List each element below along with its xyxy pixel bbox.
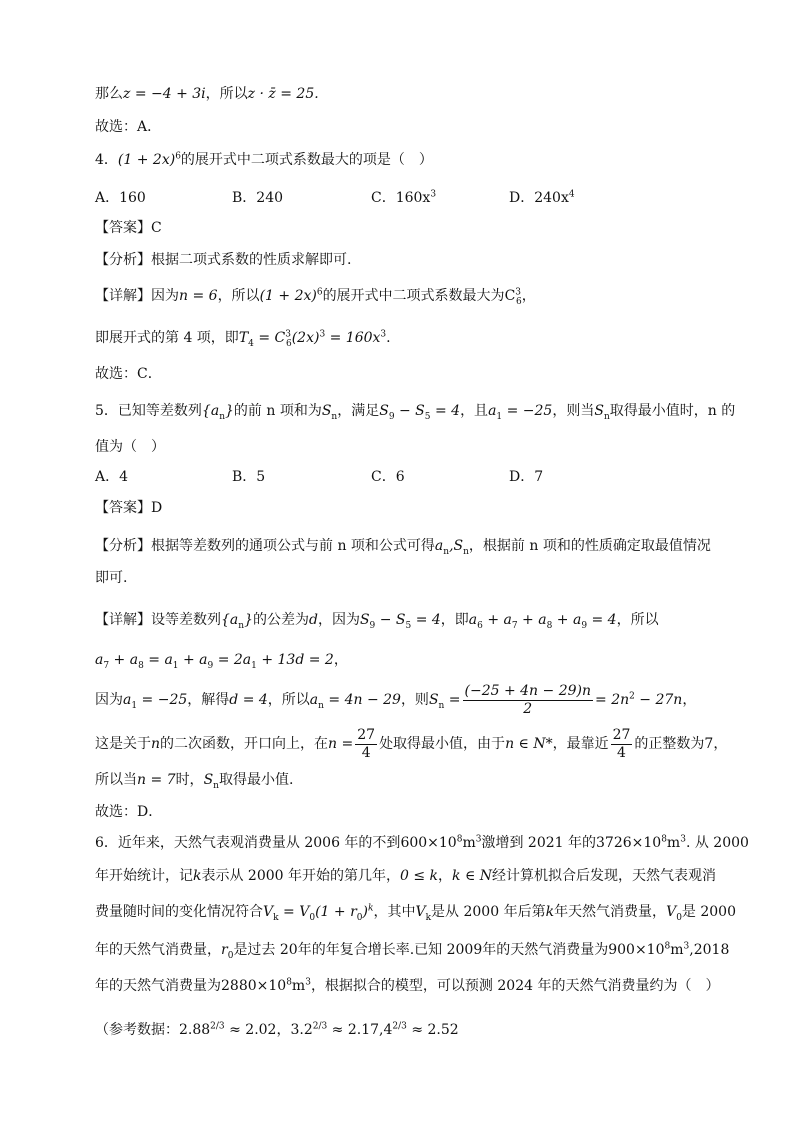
math: = a	[143, 652, 173, 668]
math: 5	[424, 411, 431, 422]
math: 2	[629, 691, 635, 702]
math: d	[308, 612, 318, 628]
math: 3	[430, 189, 437, 200]
fraction-numerator: 27	[612, 726, 631, 743]
math: (2x)	[291, 330, 320, 346]
math: = 4n − 29	[323, 692, 401, 708]
math: n	[318, 700, 324, 711]
math: k	[425, 912, 432, 923]
question-6-stem	[95, 866, 716, 886]
text: 是过去 20年的年复合增长率.已知 2009年的天然气消费量为	[233, 942, 609, 958]
detail-line	[95, 650, 348, 670]
math: n = 7	[137, 772, 176, 788]
math: = C	[253, 330, 286, 346]
math: 6	[477, 620, 483, 631]
text: 所以当	[95, 772, 137, 788]
text: ，且	[460, 403, 489, 419]
math: V	[415, 904, 426, 920]
text: ，	[682, 692, 697, 708]
answer-tag: 【答案】	[95, 500, 151, 516]
math: 8	[138, 660, 144, 671]
text: ，所以	[205, 86, 248, 102]
math: ≈ 2.52	[406, 1022, 459, 1038]
text: 年天然气消费量，	[554, 904, 667, 920]
option-c	[371, 188, 436, 208]
math: )	[362, 904, 368, 920]
fraction-denominator: 4	[617, 744, 626, 761]
text: 设等差数列	[151, 612, 221, 628]
text-line	[95, 84, 319, 104]
text: ，其中	[373, 904, 416, 920]
math: S	[359, 612, 370, 628]
math: S	[379, 403, 389, 419]
math: 0	[309, 912, 316, 923]
analysis-line	[95, 536, 711, 556]
math: V	[263, 904, 274, 920]
text: ，最靠近	[552, 736, 609, 752]
text: ，	[276, 1022, 291, 1038]
math: 0	[676, 912, 682, 923]
math: 8	[286, 977, 292, 988]
math: + a	[482, 612, 512, 628]
math: a	[123, 692, 132, 708]
text: ，则	[400, 692, 429, 708]
detail-line	[95, 770, 293, 790]
math: = 4	[587, 612, 617, 628]
math: k	[193, 868, 202, 884]
math: = 4	[411, 612, 441, 628]
math: S	[428, 692, 439, 708]
question-6-stem	[95, 976, 719, 996]
math: V	[666, 904, 677, 920]
math: 7	[103, 660, 110, 671]
math: 1	[172, 660, 179, 671]
math: ≈ 2.17,	[327, 1022, 384, 1038]
math: m	[462, 835, 476, 851]
math: n	[603, 411, 610, 422]
fraction	[463, 683, 594, 718]
math: − S	[394, 403, 425, 419]
answer-tag: 【答案】	[95, 220, 151, 236]
math: (1 + 2x)	[259, 288, 317, 304]
math: n	[213, 780, 219, 791]
text: 这是关于	[95, 736, 151, 752]
math: 4	[248, 338, 254, 349]
option-a: A．160	[95, 190, 146, 206]
analysis-line-cont: 即可.	[95, 570, 128, 586]
question-6-stem	[95, 902, 736, 922]
math: z · z̄ = 25.	[247, 86, 319, 102]
text: ，则当	[552, 403, 595, 419]
text: ，	[713, 736, 728, 752]
math: = 2a	[213, 652, 252, 668]
math: 2/3	[312, 1021, 328, 1032]
math: 7	[704, 736, 714, 752]
math: 3.2	[290, 1022, 313, 1038]
math: 2/3	[210, 1021, 225, 1032]
math: − S	[375, 612, 406, 628]
math: 7	[511, 620, 518, 631]
fraction	[611, 727, 633, 762]
text: 是从 2000 年后第	[431, 904, 546, 920]
math: − 27n	[634, 692, 683, 708]
math: 8	[456, 834, 463, 845]
text: ,2018	[689, 942, 730, 958]
text: 的二次函数，开口向上，在	[160, 736, 329, 752]
math: {a	[221, 612, 239, 628]
text: 即展开式的第 4 项，即	[95, 330, 239, 346]
math: 9	[388, 411, 395, 422]
text: 因为	[95, 692, 123, 708]
math: 2/3	[392, 1021, 407, 1032]
text: ，	[521, 288, 536, 304]
analysis-line	[95, 250, 351, 270]
math: 6	[175, 151, 181, 162]
answer-line	[95, 498, 162, 518]
math: 9	[207, 660, 214, 671]
math: + a	[178, 652, 208, 668]
math: = 4	[430, 403, 461, 419]
text: ，满足	[337, 403, 380, 419]
math: S	[203, 772, 214, 788]
question-number: 4．	[95, 152, 118, 168]
math: k	[273, 912, 279, 923]
question-6-stem	[95, 940, 729, 960]
math: = −25	[137, 692, 188, 708]
text: ，解得	[187, 692, 230, 708]
text: 取得最小值时，n 的	[609, 403, 736, 419]
math: a	[309, 692, 319, 708]
math: d = 4	[229, 692, 268, 708]
math: 3	[285, 329, 291, 340]
text: 经计算机拟合后发现，天然气表观消	[492, 868, 717, 884]
detail-line	[95, 286, 536, 306]
text-line: 故选：A．	[95, 119, 162, 135]
question-5-stem	[95, 401, 735, 421]
text: 的正整数为	[634, 736, 705, 752]
text: 取得最小值.	[218, 772, 294, 788]
option-c: C．6	[371, 469, 405, 485]
question-4-stem	[95, 150, 433, 170]
math: n = 6	[179, 288, 218, 304]
math: ≈ 2.02	[224, 1022, 277, 1038]
analysis-tag: 【分析】	[95, 538, 151, 554]
math: a	[95, 652, 104, 668]
math: 4	[568, 189, 575, 200]
text: ，根据前 n 项和的性质确定取最值情况	[468, 538, 711, 554]
math: 3	[305, 977, 311, 988]
math: T	[238, 330, 249, 346]
text: 费量随时间的变化情况符合	[95, 904, 263, 920]
detail-line	[95, 724, 727, 764]
math: (1 + r	[315, 904, 357, 920]
math: n	[331, 411, 338, 422]
fraction-denominator: 2	[523, 700, 533, 717]
math: 2880×10	[221, 978, 287, 994]
text: . 从 2000	[685, 835, 749, 851]
text: 时，	[175, 772, 204, 788]
math: 9	[369, 620, 376, 631]
text: 激增到 2021 年的	[481, 835, 596, 851]
text: ，所以	[217, 288, 260, 304]
math: 3	[683, 941, 690, 952]
fraction-denominator: 4	[361, 744, 371, 761]
answer-line	[95, 218, 162, 238]
math: 9	[581, 620, 588, 631]
math: 900×10	[608, 942, 665, 958]
text: 5．已知等差数列	[95, 403, 202, 419]
text: ，所以	[267, 692, 310, 708]
option-b: B．5	[232, 469, 266, 485]
math: m	[666, 835, 681, 851]
option-a: A．4	[95, 469, 129, 485]
text: 6．近年来，天然气表观消费量从 2006 年的不到	[95, 835, 401, 851]
math: =	[444, 692, 461, 708]
math: S	[321, 403, 332, 419]
math: 0 ≤ k	[400, 868, 439, 884]
text: 年的天然气消费量为	[95, 978, 221, 994]
detail-line	[95, 328, 391, 348]
math: + a	[517, 612, 547, 628]
math: a	[468, 612, 478, 628]
text: ，即	[440, 612, 469, 628]
text: 年开始统计，记	[95, 868, 193, 884]
text: ，	[333, 652, 348, 668]
math: 3	[515, 287, 522, 298]
selection-line: 故选：D．	[95, 804, 163, 820]
math: k	[545, 904, 555, 920]
math: S	[594, 403, 604, 419]
math: }	[224, 403, 234, 419]
text: 因为	[151, 288, 179, 304]
text: 处取得最小值，由于	[379, 736, 506, 752]
math: 0	[356, 912, 363, 923]
math: = −25	[502, 403, 553, 419]
math: 3	[380, 329, 387, 340]
math: = V	[278, 904, 310, 920]
math: n	[443, 546, 450, 557]
math: 1	[131, 700, 138, 711]
text: 的前 n 项和为	[233, 403, 322, 419]
detail-tag: 【详解】	[95, 288, 151, 304]
math: 6	[316, 287, 323, 298]
math: 1	[251, 660, 257, 671]
fraction-numerator: 27	[357, 726, 376, 743]
text: D．240x	[509, 190, 569, 206]
text: 的公差为	[252, 612, 309, 628]
math: 8	[661, 834, 667, 845]
text: ，	[438, 868, 453, 884]
math: C	[504, 288, 516, 304]
detail-line	[95, 610, 659, 630]
text: 根据二项式系数的性质求解即可.	[151, 252, 352, 268]
text: 的展开式中二项式系数最大的项是（ ）	[180, 152, 433, 168]
reference-data	[95, 1020, 459, 1040]
fraction	[355, 727, 377, 762]
math: = 160x	[325, 330, 381, 346]
math: {a	[201, 403, 220, 419]
math: n =	[328, 736, 354, 752]
math: z = −4 + 3i	[123, 86, 206, 102]
math: k ∈ N	[452, 868, 493, 884]
text: 的展开式中二项式系数最大为	[322, 288, 505, 304]
math: + a	[109, 652, 139, 668]
math: (1 + 2x)	[117, 152, 176, 168]
text: ，根据拟合的模型，可以预测 2024 年的天然气消费量约为（ ）	[310, 978, 720, 994]
math: 6	[516, 296, 522, 307]
math: a	[488, 403, 497, 419]
text: 表示从 2000 年开始的第几年，	[201, 868, 401, 884]
math: n ∈ N*	[505, 736, 553, 752]
math: ,S	[449, 538, 464, 554]
math: 4	[383, 1022, 393, 1038]
math: 3726×10	[596, 835, 662, 851]
text: .	[386, 330, 391, 346]
math: n	[238, 620, 245, 631]
math: a	[434, 538, 444, 554]
analysis-tag: 【分析】	[95, 252, 151, 268]
text: （参考数据：	[95, 1022, 179, 1038]
question-5-stem-cont: 值为（ ）	[95, 439, 165, 455]
math: 0	[227, 950, 234, 961]
math: = 2n	[595, 692, 630, 708]
math: 3	[319, 329, 326, 340]
text: 是 2000	[681, 904, 737, 920]
detail-line	[95, 680, 696, 720]
option-d: D．7	[509, 469, 544, 485]
answer-value: D	[151, 500, 163, 516]
text: ，因为	[317, 612, 360, 628]
math: 3	[680, 834, 686, 845]
question-6-stem	[95, 833, 749, 853]
math: n	[438, 700, 445, 711]
answer-value: C	[151, 220, 162, 236]
math: 1	[496, 411, 503, 422]
math: m	[670, 942, 684, 958]
math: + a	[552, 612, 582, 628]
math: 3	[475, 834, 482, 845]
math: 8	[664, 941, 671, 952]
fraction-numerator: (−25 + 4n − 29)n	[464, 682, 592, 699]
math: + 13d = 2	[256, 652, 334, 668]
math: r	[221, 942, 228, 958]
math: 6	[285, 338, 292, 349]
math: 5	[405, 620, 412, 631]
text: 根据等差数列的通项公式与前 n 项和公式可得	[151, 538, 435, 554]
math: k	[367, 903, 374, 914]
text: ，所以	[616, 612, 659, 628]
text: 年的天然气消费量，	[95, 942, 221, 958]
option-d	[509, 188, 575, 208]
math: 8	[546, 620, 553, 631]
math: 2.88	[179, 1022, 211, 1038]
math: }	[244, 612, 253, 628]
math: m	[291, 978, 306, 994]
text: C．160x	[371, 190, 431, 206]
math: n	[219, 411, 225, 422]
detail-tag: 【详解】	[95, 612, 151, 628]
math: n	[151, 736, 161, 752]
text: 那么	[95, 86, 123, 102]
option-b: B．240	[232, 190, 284, 206]
math: n	[463, 546, 469, 557]
selection-line: 故选：C．	[95, 366, 162, 382]
math: 600×10	[400, 835, 457, 851]
